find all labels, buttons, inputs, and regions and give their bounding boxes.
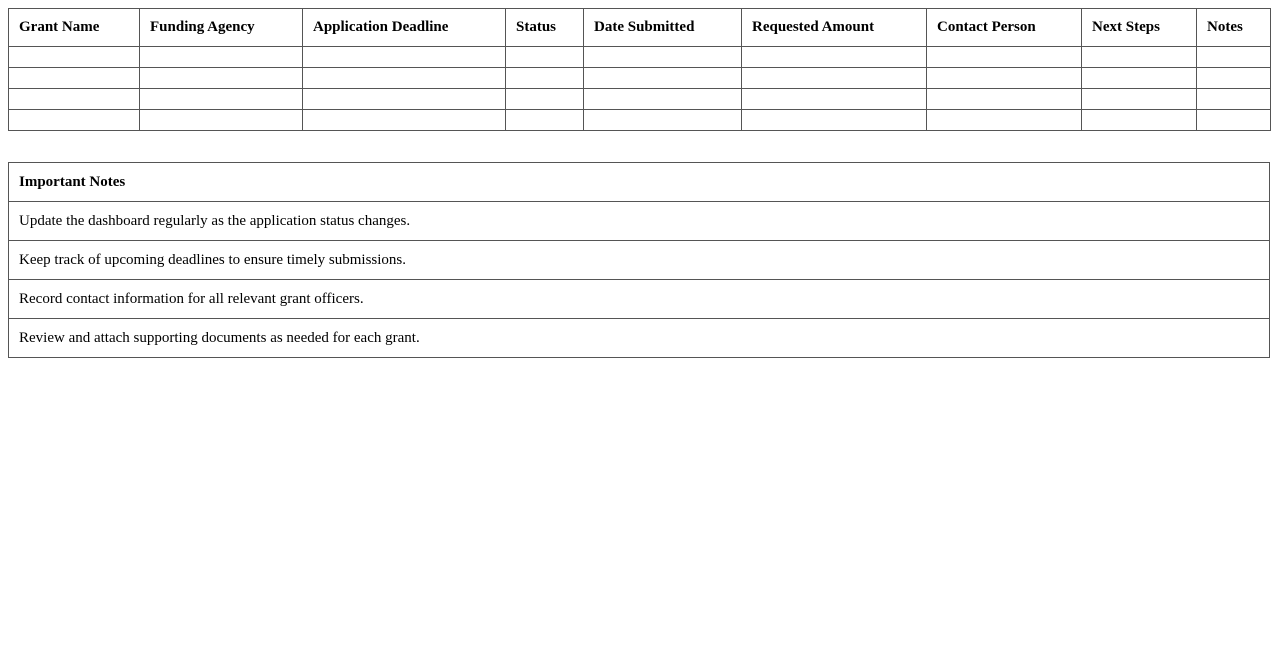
list-item (9, 241, 1270, 280)
table-row (9, 89, 1271, 110)
table-cell[interactable] (1197, 110, 1271, 131)
table-cell[interactable] (506, 110, 584, 131)
column-header-requested-amount: Requested Amount (742, 9, 927, 47)
note-text: Record contact information for all relevant grant officers. (9, 280, 1270, 319)
table-cell[interactable] (584, 110, 742, 131)
table-cell[interactable] (1082, 47, 1197, 68)
important-notes-table (8, 162, 1270, 358)
column-header-contact-person: Contact Person (927, 9, 1082, 47)
table-cell[interactable] (927, 68, 1082, 89)
column-header-grant-name: Grant Name (9, 9, 140, 47)
notes-heading: Important Notes (9, 163, 1270, 202)
note-text: Update the dashboard regularly as the application status changes. (9, 202, 1270, 241)
table-cell[interactable] (506, 68, 584, 89)
list-item (9, 202, 1270, 241)
table-cell[interactable] (1197, 89, 1271, 110)
table-cell[interactable] (584, 89, 742, 110)
column-header-date-submitted: Date Submitted (584, 9, 742, 47)
table-row (9, 47, 1271, 68)
table-cell[interactable] (140, 110, 303, 131)
table-cell[interactable] (9, 47, 140, 68)
table-cell[interactable] (927, 47, 1082, 68)
table-cell[interactable] (927, 89, 1082, 110)
grants-header-row (9, 9, 1271, 47)
note-text: Review and attach supporting documents as needed for each grant. (9, 319, 1270, 358)
table-cell[interactable] (1197, 47, 1271, 68)
table-cell[interactable] (1082, 68, 1197, 89)
table-cell[interactable] (742, 47, 927, 68)
table-cell[interactable] (140, 68, 303, 89)
table-cell[interactable] (742, 89, 927, 110)
list-item (9, 280, 1270, 319)
table-cell[interactable] (506, 89, 584, 110)
table-cell[interactable] (742, 110, 927, 131)
table-cell[interactable] (140, 47, 303, 68)
table-cell[interactable] (303, 110, 506, 131)
table-cell[interactable] (584, 68, 742, 89)
table-cell[interactable] (303, 89, 506, 110)
table-cell[interactable] (303, 68, 506, 89)
column-header-application-deadline: Application Deadline (303, 9, 506, 47)
table-cell[interactable] (927, 110, 1082, 131)
table-cell[interactable] (506, 47, 584, 68)
column-header-next-steps: Next Steps (1082, 9, 1197, 47)
table-cell[interactable] (1197, 68, 1271, 89)
notes-header-row (9, 163, 1270, 202)
table-cell[interactable] (9, 68, 140, 89)
column-header-funding-agency: Funding Agency (140, 9, 303, 47)
table-cell[interactable] (9, 110, 140, 131)
table-row (9, 68, 1271, 89)
table-cell[interactable] (9, 89, 140, 110)
table-cell[interactable] (584, 47, 742, 68)
grants-table (8, 8, 1271, 131)
note-text: Keep track of upcoming deadlines to ensure timely submissions. (9, 241, 1270, 280)
column-header-status: Status (506, 9, 584, 47)
table-cell[interactable] (303, 47, 506, 68)
table-cell[interactable] (1082, 110, 1197, 131)
table-row (9, 110, 1271, 131)
list-item (9, 319, 1270, 358)
column-header-notes: Notes (1197, 9, 1271, 47)
table-cell[interactable] (1082, 89, 1197, 110)
table-cell[interactable] (742, 68, 927, 89)
table-cell[interactable] (140, 89, 303, 110)
